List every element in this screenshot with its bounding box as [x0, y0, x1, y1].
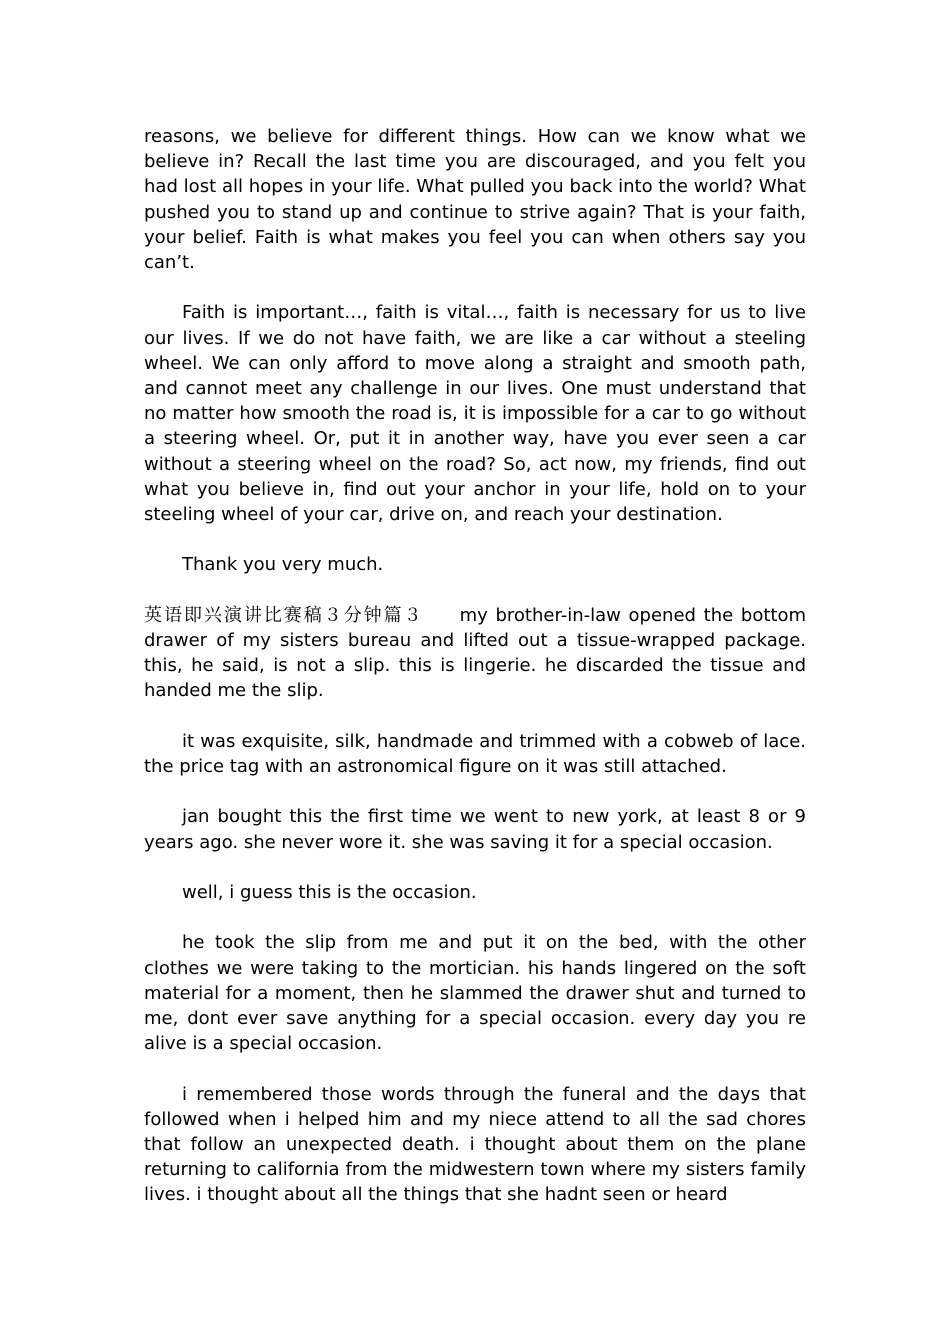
- paragraph-4: [144, 603, 806, 704]
- paragraph-1: reasons, we believe for different things. How can we know what we believe in? Recall the last time you are discouraged, and you felt you had lost all hopes in your life. What pulled you back into the world? What pushed you to stand up and continue to strive again? That is your faith, your belief. Faith is what makes you feel you can when others say you can’t.: [144, 126, 806, 274]
- paragraph-3: Thank you very much.: [182, 554, 384, 576]
- section-heading: 英语即兴演讲比赛稿３分钟篇３: [144, 604, 424, 626]
- paragraph-5: it was exquisite, silk, handmade and trimmed with a cobweb of lace. the price tag with an astronomical figure on it was still attached.: [144, 730, 806, 778]
- paragraph-2: Faith is important…, faith is vital…, faith is necessary for us to live our lives. If we do not have faith, we are like a car without a steeling wheel. We can only afford to move along a straight and smooth path, and cannot meet any challenge in our lives. One must understand that no matter how smooth the road is, it is impossible for a car to go without a steering wheel. Or, put it in another way, have you ever seen a car without a steering wheel on the road? So, act now, my friends, find out what you believe in, find out your anchor in your life, hold on to your steeling wheel of your car, drive on, and reach your destination.: [144, 302, 806, 526]
- document-page: [144, 124, 806, 1233]
- paragraph-4-text: my brother-in-law opened the bottom drawer of my sisters bureau and lifted out a tissue-wrapped package. this, he said, is not a slip. this is lingerie. he discarded the tissue and handed me the slip.: [144, 604, 806, 702]
- paragraph-7: well, i guess this is the occasion.: [182, 882, 477, 903]
- paragraph-6: jan bought this the first time we went to new york, at least 8 or 9 years ago. she never wore it. she was saving it for a special occasion.: [144, 806, 806, 853]
- paragraph-9: i remembered those words through the funeral and the days that followed when i helped him and my niece attend to all the sad chores that follow an unexpected death. i thought about them on the plane returning to california from the midwestern town where my sisters family lives. i thought about all the things that she hadnt seen or heard: [144, 1083, 806, 1206]
- paragraph-8: he took the slip from me and put it on the bed, with the other clothes we were taking to the mortician. his hands lingered on the soft material for a moment, then he slammed the drawer shut and turned to me, dont ever save anything for a special occasion. every day you re alive is a special occasion.: [144, 932, 806, 1055]
